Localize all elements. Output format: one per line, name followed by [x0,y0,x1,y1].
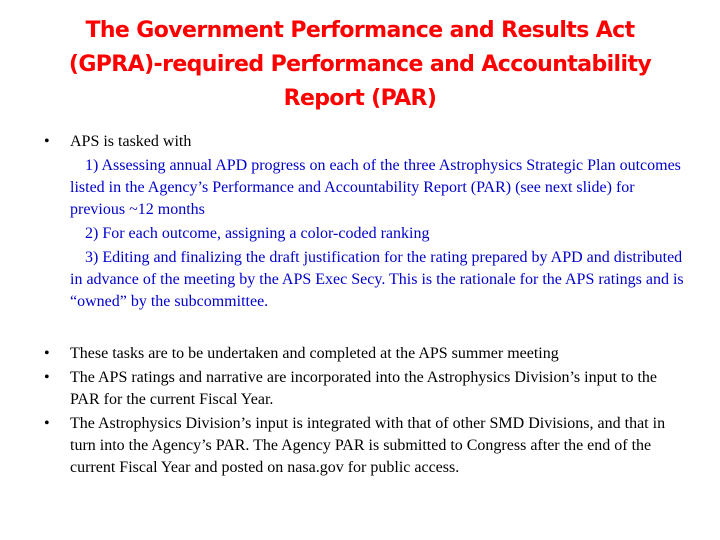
sub-item: 2) For each outcome, assigning a color-coded ranking [85,225,430,242]
title-line-1: The Government Performance and Results Act [85,18,635,43]
slide-title [30,14,690,116]
bullet-text: These tasks are to be undertaken and completed at the APS summer meeting [70,345,559,362]
sub-item: 1) Assessing annual APD progress on each of the three Astrophysics Strategic Plan outcomes listed in the Agency’s Performance and Accountability Report (PAR) (see next slide) for previous ~12 months [70,157,681,218]
bullet-text: The APS ratings and narrative are incorporated into the Astrophysics Division’s input to the PAR for the current Fiscal Year. [70,369,658,408]
title-line-3: Report (PAR) [283,86,437,111]
bullet-text: The Astrophysics Division’s input is integrated with that of other SMD Divisions, and that in turn into the Agency’s PAR. The Agency PAR is submitted to Congress after the end of the current Fiscal Year and posted on nasa.gov for public access. [70,415,666,476]
bullet-item [0,367,720,411]
bullet-dot-icon: • [44,345,50,362]
bullet-item [0,343,720,365]
sub-item: 3) Editing and finalizing the draft justification for the rating prepared by APD and distributed in advance of the meeting by the APS Exec Secy. This is the rationale for the APS ratings and is “owned” by the subcommittee. [70,249,684,310]
title-line-2: (GPRA)-required Performance and Accountability [68,52,652,77]
bullet-item [0,413,720,479]
bullet-dot-icon: • [44,415,50,432]
bullet-dot-icon: • [44,369,50,386]
slide-body [0,131,720,479]
bullet-item [0,131,720,153]
bullet-dot-icon: • [44,133,50,150]
bullet-text: APS is tasked with [70,133,192,150]
